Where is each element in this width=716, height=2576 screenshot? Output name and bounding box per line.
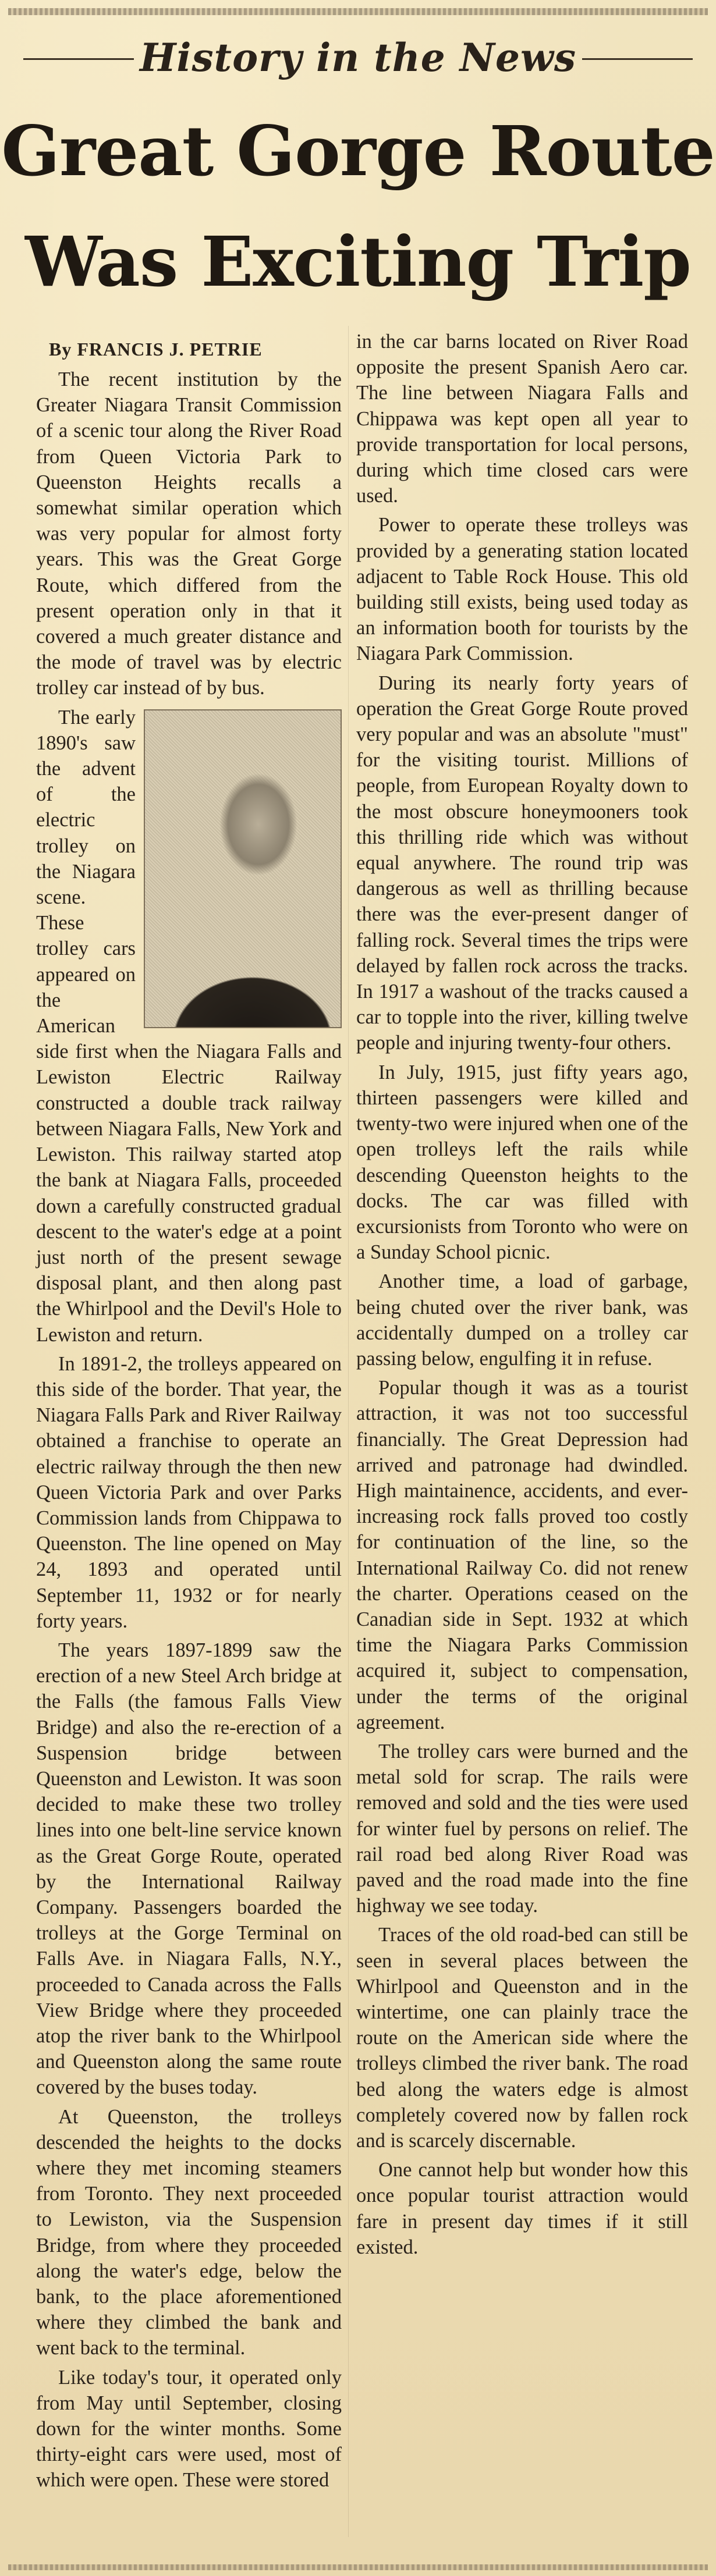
paragraph: During its nearly forty years of operation the Great Gorge Route proved very popular and was an absolute "must" for the visiting tourist. Millions of people, from European Royalty down to the most obscure honeymooners took this thrilling ride which was without equal anywhere. The round trip was dangerous as well as thrilling because there was the ever-present danger of falling rock. Several times the trips were delayed by fallen rock across the tracks. In 1917 a washout of the tracks caused a car to topple into the river, killing twelve people and injuring twenty-four others. bbox=[356, 671, 688, 1054]
paragraph: Like today's tour, it operated only from May until September, closing down for the winter months. Some thirty-eight cars were used, most of which were open. These were stored bbox=[36, 2366, 342, 2492]
column-gutter bbox=[348, 326, 349, 2537]
paragraph: Another time, a load of garbage, being chuted over the river bank, was accidentally dumped on a trolley car passing below, engulfing it in refuse. bbox=[356, 1270, 688, 1370]
paragraph: In 1891-2, the trolleys appeared on this side of the border. That year, the Niagara Falls Park and River Railway obtained a franchise to operate an electric railway through the then new Queen Victoria Park and over Parks Commission lands from Chippawa to Queenston. The line opened on May 24, 1893 and operated until September 11, 1932 or for nearly forty years. bbox=[36, 1352, 342, 1632]
paragraph: The recent institution by the Greater Niagara Transit Commission of a scenic tour along the River Road from Queen Victoria Park to Queenston Heights recalls a somewhat similar operation which was very popular for almost forty years. This was the Great Gorge Route, which differed from the present operation only in that it covered a much greater distance and the mode of travel was by electric trolley car instead of by bus. bbox=[36, 368, 342, 699]
paragraph: Power to operate these trolleys was provided by a generating station located adjacent to Table Rock House. This old building still exists, being used today as an information booth for tourists by the Niagara Park Commission. bbox=[356, 514, 688, 665]
paragraph: Popular though it was as a tourist attraction, it was not too successful financially. The Great Depression had arrived and patronage had dwindled. High maintainence, accidents, and ever-increasing rock falls proved too costly for continuation of the line, so the International Railway Co. did not renew the charter. Operations ceased on the Canadian side in Sept. 1932 at which time the Niagara Parks Commission acquired it, subject to compensation, under the terms of the original agreement. bbox=[356, 1377, 688, 1733]
paragraph: The years 1897-1899 saw the erection of a new Steel Arch bridge at the Falls (the famous Falls View Bridge) and also the re-erection of a Suspension bridge between Queenston and Lewiston. It was soon decided to make these two trolley lines into one belt-line service known as the Great Gorge Route, operated by the International Railway Company. Passengers boarded the trolleys at the Gorge Terminal on Falls Ave. in Niagara Falls, N.Y., proceeded to Canada across the Falls View Bridge where they proceeded atop the river bank to the Whirlpool and Queenston along the same route covered by the buses today. bbox=[36, 1639, 342, 2099]
top-tear-edge bbox=[8, 8, 708, 15]
paragraph: The early 1890's saw the advent of the electric trolley on the Niagara scene. These trolley cars appeared on the American side first when the Niagara Falls and Lewiston Electric Railway constructed a double track railway between Niagara Falls, New York and Lewiston. This railway started atop the bank at Niagara Falls, proceeded down a carefully constructed gradual descent to the water's edge at a point just north of the present sewage disposal plant, and then along past the Whirlpool and the Devil's Hole to Lewiston and return. bbox=[36, 706, 342, 1346]
paragraph: in the car barns located on River Road opposite the present Spanish Aero car. The line between Niagara Falls and Chippawa was kept open all year to provide transportation for local persons, during which time closed cars were used. bbox=[356, 331, 688, 507]
paragraph: One cannot help but wonder how this once popular tourist attraction would fare in present day times if it still existed. bbox=[356, 2159, 688, 2258]
article-column-right bbox=[356, 329, 688, 2264]
kicker-rule-right bbox=[582, 58, 693, 60]
paragraph: Traces of the old road-bed can still be seen in several places between the Whirlpool and Queenston and in the wintertime, one can plainly trace the route on the American side where the trolleys climbed the river bank. The road bed along the waters edge is almost completely covered now by fallen rock and is scarcely discernable. bbox=[356, 1924, 688, 2152]
bottom-tear-edge bbox=[8, 2564, 708, 2570]
paragraph: The trolley cars were burned and the metal sold for scrap. The rails were removed and sold and the ties were used for winter fuel by persons on relief. The rail road bed along River Road was paved and the road made into the fine highway we see today. bbox=[356, 1740, 688, 1917]
byline: By FRANCIS J. PETRIE bbox=[49, 339, 263, 360]
paragraph: In July, 1915, just fifty years ago, thirteen passengers were killed and twenty-two were injured when one of the open trolleys left the rails while descending Queenston heights to the docks. The car was filled with excursionists from Toronto who were on a Sunday School picnic. bbox=[356, 1061, 688, 1264]
headline-line-2: Was Exciting Trip bbox=[25, 221, 691, 302]
article-column-left bbox=[36, 367, 342, 2497]
paragraph: At Queenston, the trolleys descended the heights to the docks where they met incoming steamers from Toronto. They next proceeded to Lewiston, via the Suspension Bridge, from where they proceeded along the water's edge, below the bank, to the place aforementioned where they climbed the bank and went back to the terminal. bbox=[36, 2105, 342, 2360]
author-portrait-photo bbox=[144, 709, 342, 1028]
section-kicker: History in the News bbox=[140, 35, 576, 80]
headline-line-1: Great Gorge Route bbox=[1, 111, 715, 191]
